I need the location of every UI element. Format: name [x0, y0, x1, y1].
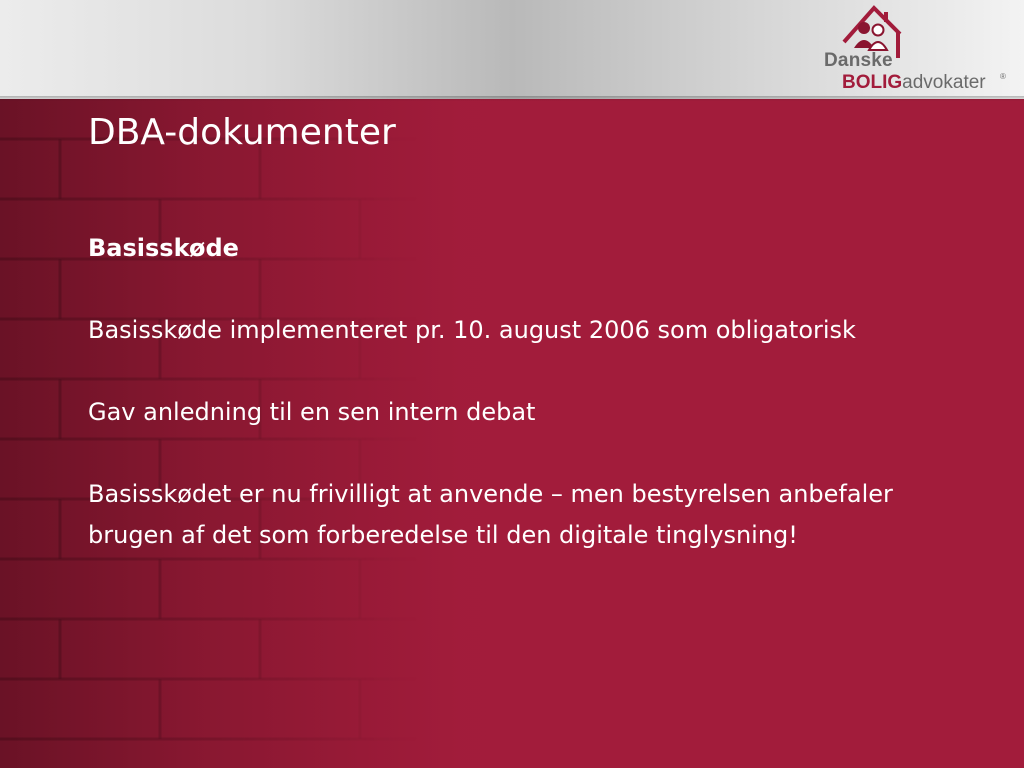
logo: [818, 4, 1014, 96]
logo-word-danske: Danske: [824, 50, 893, 71]
slide-content: [88, 228, 948, 597]
paragraph-3: Basisskødet er nu frivilligt at anvende – men bestyrelsen anbefaler brugen af det som forberedelse til den digitale tinglysning!: [88, 480, 893, 549]
header-shadow: [0, 96, 1024, 101]
logo-word-bolig: BOLIG: [842, 72, 903, 93]
registered-mark: ®: [1000, 72, 1006, 81]
slide-title: DBA-dokumenter: [88, 112, 396, 153]
paragraph-2: Gav anledning til en sen intern debat: [88, 398, 536, 426]
logo-word-boligadvokater: [842, 72, 986, 94]
paragraph-1: Basisskøde implementeret pr. 10. august 2006 som obligatorisk: [88, 316, 856, 344]
logo-word-advokater: advokater: [902, 72, 986, 93]
subheading: Basisskøde: [88, 234, 239, 262]
